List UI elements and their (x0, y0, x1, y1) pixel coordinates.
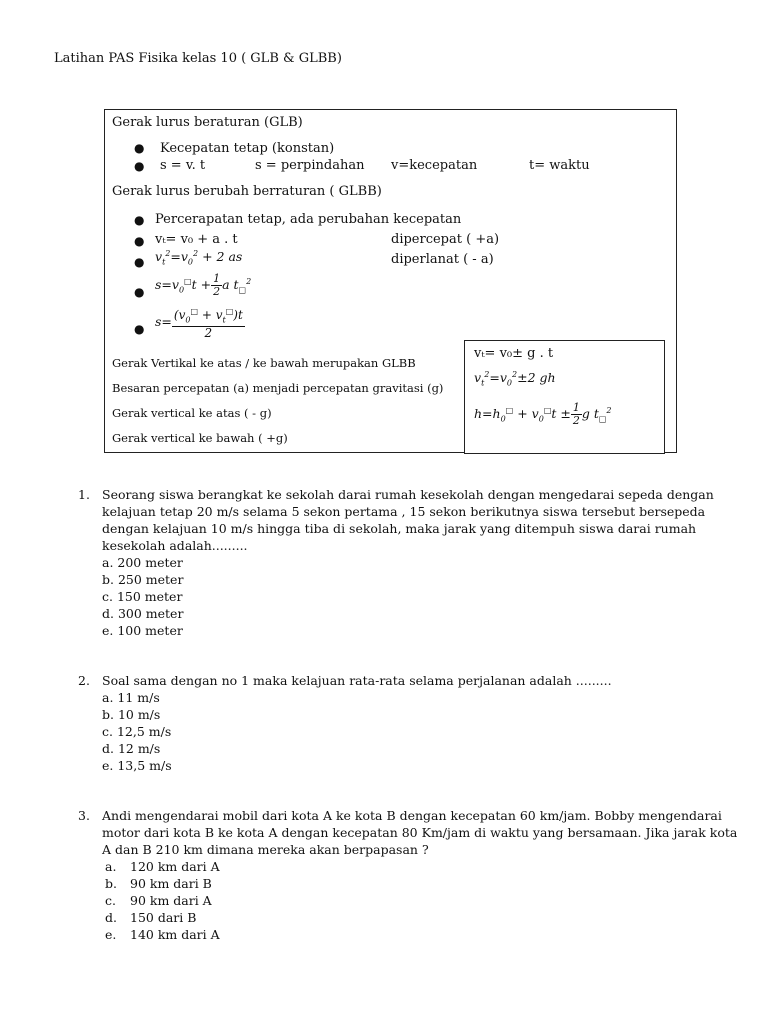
glb-formula: s = v. t (160, 158, 206, 173)
answer-option: c. 150 meter (102, 589, 183, 604)
answer-option: b. 10 m/s (102, 707, 161, 722)
answer-option-letter: b. (105, 876, 117, 891)
question-line: A dan B 210 km dimana mereka akan berpapasan ? (102, 842, 429, 857)
answer-option: a. 11 m/s (102, 690, 160, 705)
glbb-bullet-text: Percerapatan tetap, ada perubahan kecepatan (155, 212, 462, 227)
glbb-formula-4: s= $\frac{(v_0^□ + v_t^□)t}{2}$ (155, 307, 243, 341)
answer-option: 90 km dari A (130, 893, 212, 908)
vertical-note-3: Gerak vertical ke atas ( - g) (112, 406, 272, 420)
answer-option: e. 13,5 m/s (102, 758, 172, 773)
vertical-formula-2: $v_t^2=v_0^2\pm 2$ gh (474, 370, 556, 388)
glb-heading: Gerak lurus beraturan (GLB) (112, 115, 303, 130)
answer-option: d. 300 meter (102, 606, 184, 621)
vertical-note-2: Besaran percepatan (a) menjadi percepatan gravitasi (g) (112, 381, 444, 395)
question-number: 2. (78, 673, 90, 688)
answer-option-letter: e. (105, 927, 117, 942)
glbb-formula-2: $v_t^2=v_0^2 + 2$ as (155, 249, 243, 267)
vertical-note-4: Gerak vertical ke bawah ( +g) (112, 431, 288, 445)
bullet-icon: ● (134, 285, 145, 299)
answer-option: 120 km dari A (130, 859, 220, 874)
answer-option-letter: a. (105, 859, 117, 874)
page-title: Latihan PAS Fisika kelas 10 ( GLB & GLBB) (54, 51, 342, 66)
question-line: kelajuan tetap 20 m/s selama 5 sekon pertama , 15 sekon berikutnya siswa tersebut bersepeda (102, 504, 706, 519)
question-line: dengan kelajuan 10 m/s hingga tiba di sekolah, maka jarak yang ditempuh siswa darai rumah (102, 521, 697, 536)
vertical-formula-1: vₜ= v₀± g . t (474, 346, 554, 361)
answer-option: c. 12,5 m/s (102, 724, 172, 739)
bullet-icon: ● (134, 255, 145, 269)
glbb-note-decelerated: diperlanat ( - a) (391, 252, 494, 267)
glb-t-def: t= waktu (529, 158, 590, 173)
question-line: Andi mengendarai mobil dari kota A ke kota B dengan kecepatan 60 km/jam. Bobby mengendarai (102, 808, 722, 823)
question-line: Seorang siswa berangkat ke sekolah darai rumah kesekolah dengan mengedarai sepeda dengan (102, 487, 714, 502)
glb-bullet-text: Kecepatan tetap (konstan) (160, 141, 335, 156)
glbb-formula-1: vₜ= v₀ + a . t (155, 232, 238, 247)
vertical-formula-3: $h=h_0^□ + v_0^□t$ ± $\frac{1}{2}$ g $t_□^2$ (474, 401, 612, 427)
bullet-icon: ● (134, 213, 145, 227)
vertical-note-1: Gerak Vertikal ke atas / ke bawah merupakan GLBB (112, 356, 416, 370)
answer-option: 150 dari B (130, 910, 197, 925)
answer-option: a. 200 meter (102, 555, 183, 570)
glbb-note-accelerated: dipercepat ( +a) (391, 232, 500, 247)
answer-option: e. 100 meter (102, 623, 183, 638)
answer-option: 140 km dari A (130, 927, 220, 942)
glb-v-def: v=kecepatan (391, 158, 478, 173)
glbb-heading: Gerak lurus berubah berraturan ( GLBB) (112, 184, 382, 199)
bullet-icon: ● (134, 322, 145, 336)
answer-option-letter: c. (105, 893, 116, 908)
bullet-icon: ● (134, 141, 145, 155)
answer-option: b. 250 meter (102, 572, 184, 587)
question-line: Soal sama dengan no 1 maka kelajuan rata-rata selama perjalanan adalah ......... (102, 673, 612, 688)
question-line: kesekolah adalah......... (102, 538, 248, 553)
question-line: motor dari kota B ke kota A dengan kecepatan 80 Km/jam di waktu yang bersamaan. Jika jarak kota (102, 825, 738, 840)
answer-option: d. 12 m/s (102, 741, 161, 756)
bullet-icon: ● (134, 234, 145, 248)
answer-option: 90 km dari B (130, 876, 212, 891)
answer-option-letter: d. (105, 910, 117, 925)
glbb-formula-3: $s=v_0^□t$ + $\frac{1}{2}$ a $t_□^2$ (155, 272, 252, 298)
question-number: 3. (78, 808, 90, 823)
glb-s-def: s = perpindahan (255, 158, 365, 173)
question-number: 1. (78, 487, 90, 502)
bullet-icon: ● (134, 159, 145, 173)
